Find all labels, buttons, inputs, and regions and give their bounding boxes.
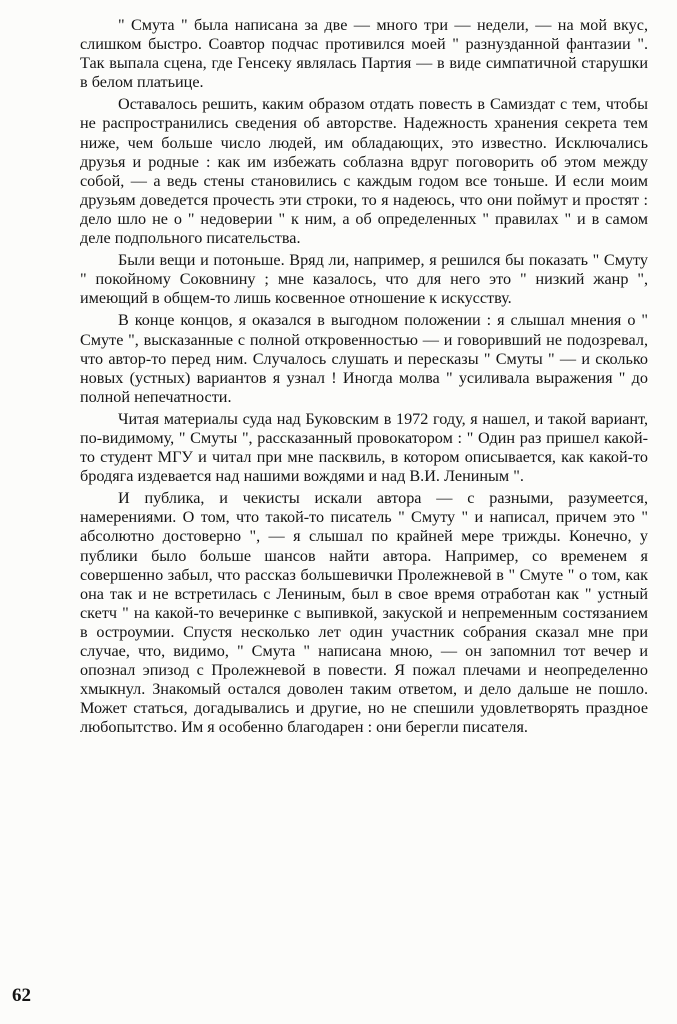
paragraph-2: Оставалось решить, каким образом отдать повесть в Самиздат с тем, чтобы не распространились сведения об авторстве. Надежность хранения секрета тем ниже, чем больше число людей, им обладающих, это известно. Исключались друзья и родные : как им избежать соблазна вдруг поговорить об этом между собой, — а ведь стены становились с каждым годом все тоньше. И если моим друзьям доведется прочесть эти строки, то я надеюсь, что они поймут и простят : дело шло не о " недоверии " к ним, а об определенных " правилах " и в самом деле подпольного писательства. [80,95,648,248]
paragraph-1: " Смута " была написана за две — много три — недели, — на мой вкус, слишком быстро. Соавтор подчас противился моей " разнузданной фантазии ". Так выпала сцена, где Генсеку являлась Партия — в виде симпатичной старушки в белом платьице. [80,16,648,92]
paragraph-3: Были вещи и потоньше. Вряд ли, например, я решился бы показать " Смуту " покойному Соковнину ; мне казалось, что для него это " низкий жанр ", имеющий в общем-то лишь косвенное отношение к искусству. [80,251,648,308]
paragraph-5: Читая материалы суда над Буковским в 1972 году, я нашел, и такой вариант, по-видимому, " Смуты ", рассказанный провокатором : " Один раз пришел какой-то студент МГУ и читал при мне пасквиль, в котором описывается, как какой-то бродяга издевается над нашими вождями и над В.И. Лениным ". [80,409,648,486]
paragraph-4: В конце концов, я оказался в выгодном положении : я слышал мнения о " Смуте ", высказанные с полной откровенностью — и говоривший не подозревал, что автор-то перед ним. Случалось слушать и пересказы " Смуты " — и сколько новых (устных) вариантов я узнал ! Иногда молва " усиливала выражения " до полной непечатности. [80,311,648,406]
body-text [80,16,648,740]
page-number: 62 [12,985,31,1006]
paragraph-6: И публика, и чекисты искали автора — с разными, разумеется, намерениями. О том, что такой-то писатель " Смуту " и написал, причем это " абсолютно достоверно ", — я слышал по крайней мере трижды. Конечно, у публики было больше шансов найти автора. Например, со временем я совершенно забыл, что рассказ большевички Пролежневой в " Смуте " о том, как она так и не встретилась с Лениным, был в свое время отработан как " устный скетч " на какой-то вечеринке с выпивкой, закуской и непременным состязанием в остроумии. Спустя несколько лет один участник собрания сказал мне при случае, что, видимо, " Смута " написана мною, — он запомнил тот вечер и опознал эпизод с Пролежневой в повести. Я пожал плечами и неопределенно хмыкнул. Знакомый остался доволен таким ответом, и дело дальше не пошло. Может статься, догадывались и другие, но не спешили удовлетворять праздное любопытство. Им я особенно благодарен : они берегли писателя. [80,489,648,737]
